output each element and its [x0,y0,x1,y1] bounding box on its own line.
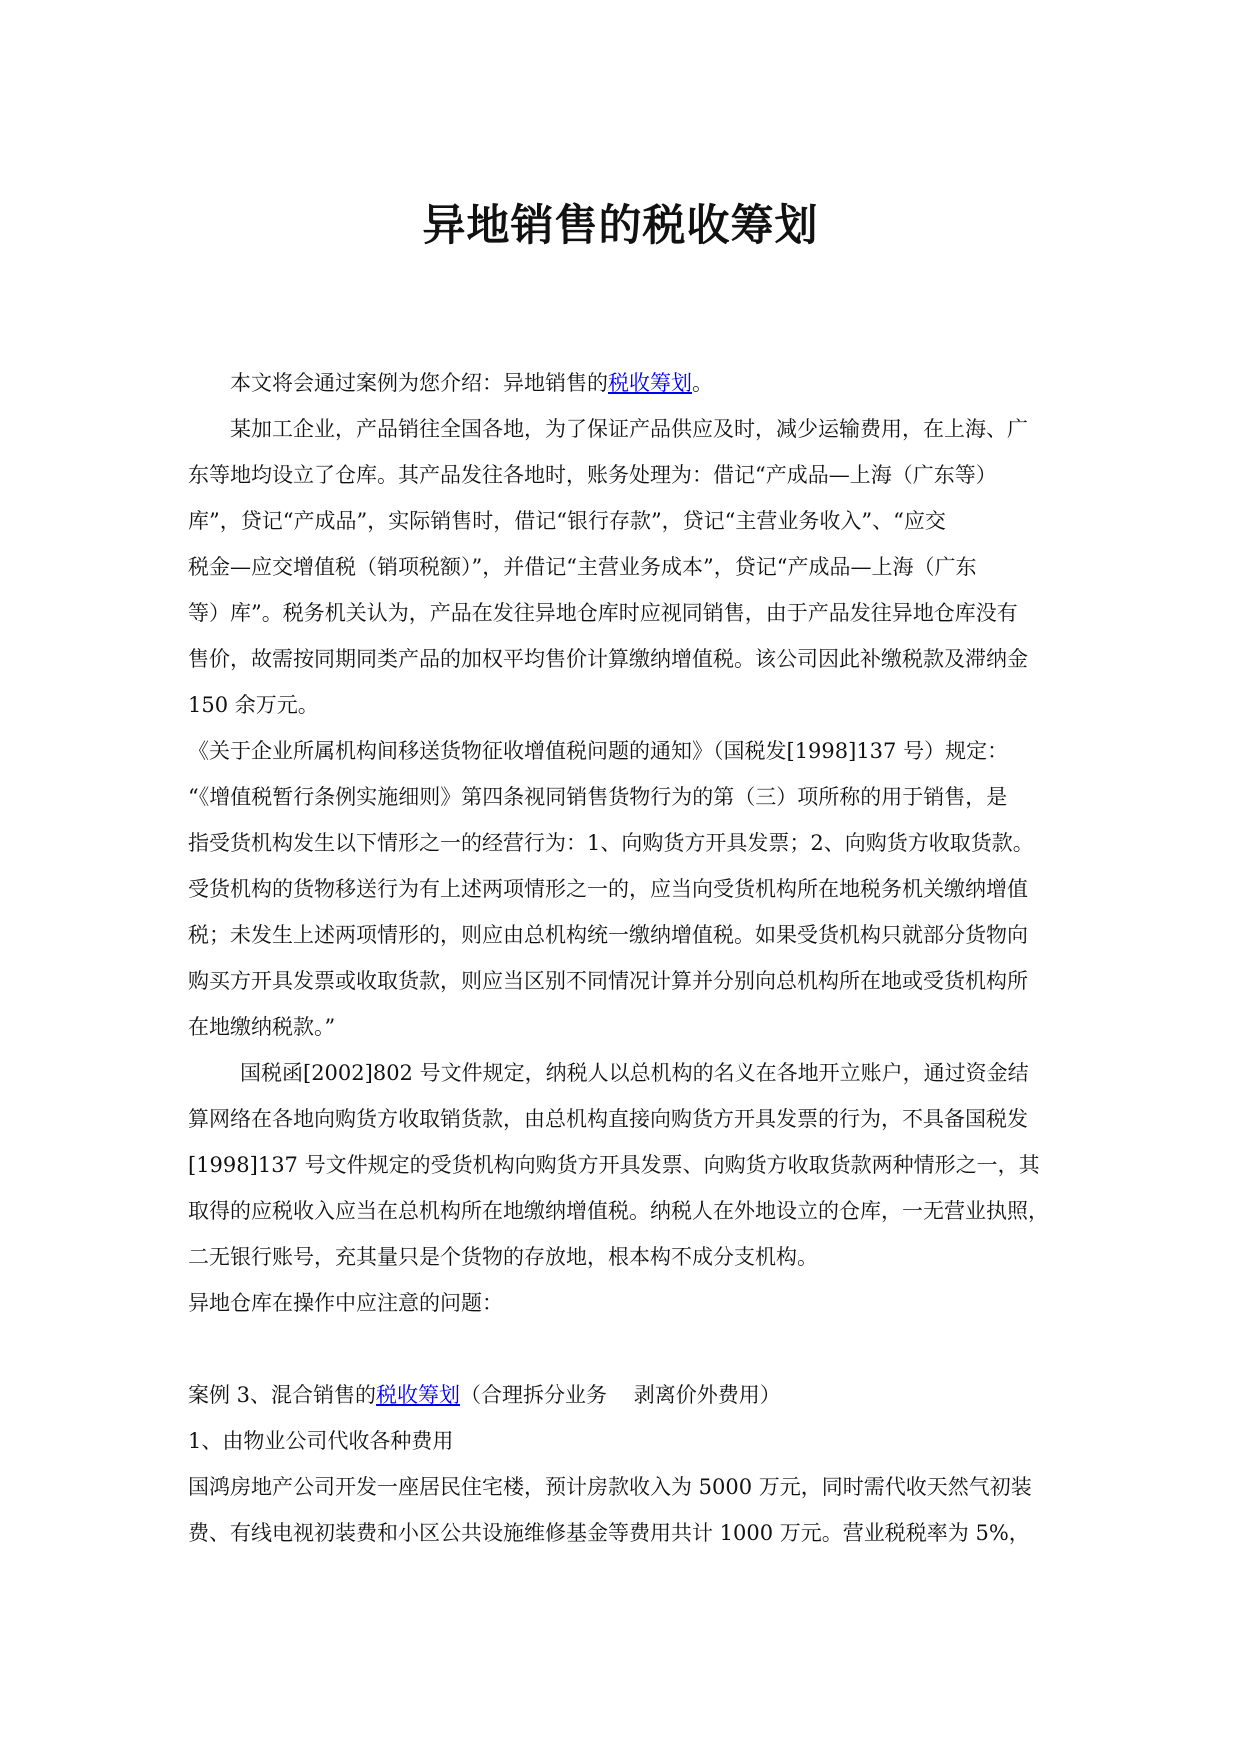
paragraph-line: 购买方开具发票或收取货款，则应当区别不同情况计算并分别向总机构所在地或受货机构所 [188,969,1028,993]
paragraph-line: 指受货机构发生以下情形之一的经营行为：1、向购货方开具发票；2、向购货方收取货款。 [188,831,1034,855]
paragraph-line: 东等地均设立了仓库。其产品发往各地时，账务处理为：借记“产成品—上海（广东等） [188,463,997,487]
paragraph-line: 等）库”。税务机关认为，产品在发往异地仓库时应视同销售，由于产品发往异地仓库没有 [188,601,1018,625]
intro-text: 本文将会通过案例为您介绍：异地销售的 [230,371,608,395]
paragraph-case-description [188,406,1068,728]
spacer [188,1326,1068,1372]
case3-heading [188,1372,1068,1418]
paragraph-line: 税；未发生上述两项情形的，则应由总机构统一缴纳增值税。如果受货机构只就部分货物向 [188,923,1028,947]
paragraph-line: 国税函[2002]802 号文件规定，纳税人以总机构的名义在各地开立账户，通过资金结 [240,1061,1029,1085]
paragraph-line: 150 余万元。 [188,693,319,717]
document-body [188,360,1068,1556]
paragraph-line: 库”，贷记“产成品”，实际销售时，借记“银行存款”，贷记“主营业务收入”、“应交 [188,509,946,533]
paragraph-line: 在地缴纳税款。” [188,1015,336,1039]
case3-tax-planning-link[interactable]: 税收筹划 [376,1383,461,1407]
case3-subtitle: （合理拆分业务 剥离价外费用） [460,1383,781,1407]
paragraph-line: 二无银行账号，充其量只是个货物的存放地，根本构不成分支机构。 [188,1245,818,1269]
paragraph-regulation-2002 [188,1050,1068,1280]
paragraph-line: 售价，故需按同期同类产品的加权平均售价计算缴纳增值税。该公司因此补缴税款及滞纳金 [188,647,1028,671]
list-item-1: 1、由物业公司代收各种费用 [188,1429,454,1453]
paragraph-line: 受货机构的货物移送行为有上述两项情形之一的，应当向受货机构所在地税务机关缴纳增值 [188,877,1028,901]
warehouse-notes-heading: 异地仓库在操作中应注意的问题： [188,1291,503,1315]
paragraph-line: [1998]137 号文件规定的受货机构向购货方开具发票、向购货方收取货款两种情形之一，其 [188,1153,1040,1177]
page-title: 异地销售的税收筹划 [422,201,819,251]
paragraph-line: 费、有线电视初装费和小区公共设施维修基金等费用共计 1000 万元。营业税税率为 5%， [188,1521,1030,1545]
paragraph-line: 取得的应税收入应当在总机构所在地缴纳增值税。纳税人在外地设立的仓库，一无营业执照， [188,1199,1049,1223]
tax-planning-link[interactable]: 税收筹划 [608,371,692,395]
paragraph-line: “《增值税暂行条例实施细则》第四条视同销售货物行为的第（三）项所称的用于销售，是 [188,785,1008,809]
paragraph-regulation-1998 [188,728,1068,1050]
paragraph-line: 国鸿房地产公司开发一座居民住宅楼，预计房款收入为 5000 万元，同时需代收天然气初装 [188,1475,1032,1499]
case3-text: 案例 3、混合销售的 [188,1383,377,1407]
paragraph-line: 税金—应交增值税（销项税额）”，并借记“主营业务成本”，贷记“产成品—上海（广东 [188,555,977,579]
paragraph-real-estate-case [188,1464,1068,1556]
intro-paragraph [188,360,1068,406]
intro-end: 。 [692,371,713,395]
paragraph-line: 某加工企业，产品销往全国各地，为了保证产品供应及时，减少运输费用，在上海、广 [230,417,1028,441]
paragraph-line: 算网络在各地向购货方收取销货款，由总机构直接向购货方开具发票的行为，不具备国税发 [188,1107,1028,1131]
paragraph-line: 《关于企业所属机构间移送货物征收增值税问题的通知》（国税发[1998]137 号）规定： [188,739,1009,763]
